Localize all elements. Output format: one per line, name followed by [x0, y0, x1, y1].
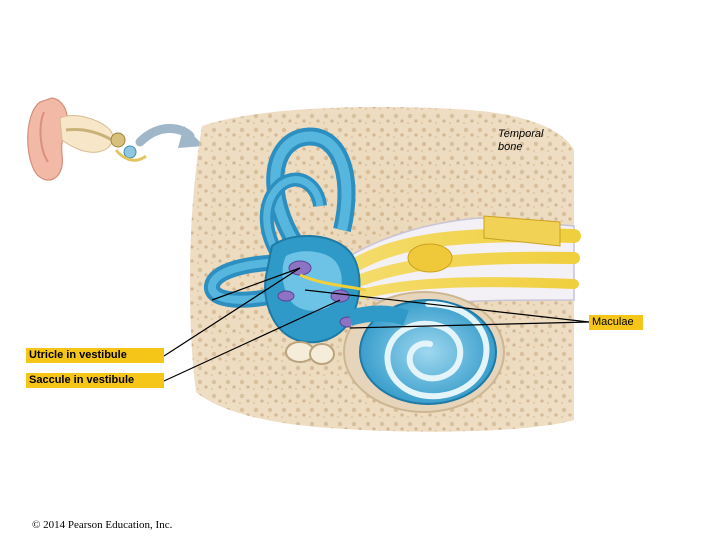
utricle-label: Utricle in vestibule [26, 348, 164, 363]
outer-ear-inset [28, 98, 146, 180]
temporal-bone-label [498, 128, 568, 154]
temporal-bone-label-line2: bone [498, 141, 523, 153]
saccule-label: Saccule in vestibule [26, 373, 164, 388]
copyright-notice: © 2014 Pearson Education, Inc. [32, 519, 173, 531]
maculae-label: Maculae [589, 315, 643, 330]
temporal-bone-label-line1: Temporal [498, 128, 544, 140]
